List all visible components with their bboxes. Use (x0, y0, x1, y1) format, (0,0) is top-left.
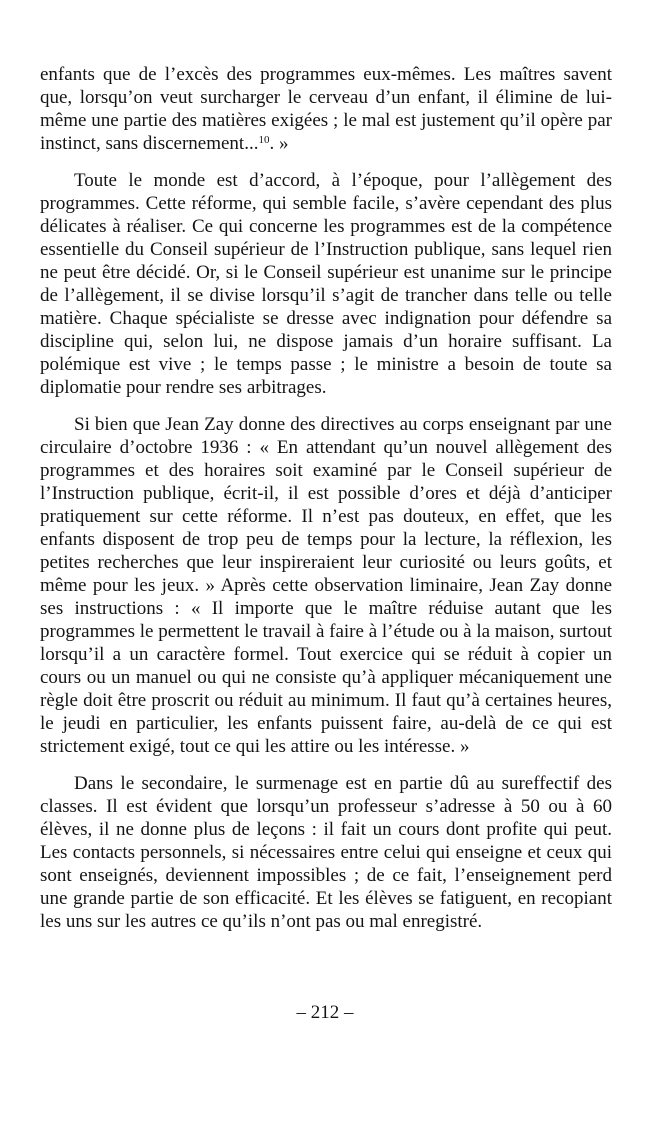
paragraph: Si bien que Jean Zay donne des directives au corps enseignant par une circulaire d’octobre 1936 : « En attendant qu’un nouvel allègement des programmes et des horaires soit examiné par le Conseil supérieur de l’Instruction publique, écrit-il, il est possible d’ores et déjà d’anticiper pratiquement sur cette réforme. Il n’est pas douteux, en effet, que les enfants disposent de trop peu de temps pour la lecture, la réflexion, les petites recherches que leur inspireraient leur curiosité ou leurs goûts, et même pour les jeux. » Après cette observation liminaire, Jean Zay donne ses instructions : « Il importe que le maître réduise autant que les programmes le permettent le travail à faire à l’étude ou à la maison, surtout lorsqu’il a un caractère formel. Tout exercice qui se réduit à copier un cours ou un manuel ou qui ne consiste qu’à appliquer mécaniquement une règle doit être proscrit ou réduit au minimum. Il faut qu’à certaines heures, le jeudi en particulier, les enfants puissent faire, au-delà de ce qui est strictement exigé, tout ce qui les attire ou les intéresse. » (40, 414, 612, 757)
footnote-reference: 10 (258, 134, 270, 146)
page-number: – 212 – (296, 1002, 354, 1023)
page-body (40, 63, 612, 947)
paragraph: Dans le secondaire, le surmenage est en partie dû au sureffectif des classes. Il est évident que lorsqu’un professeur s’adresse à 50 ou à 60 élèves, il ne donne plus de leçons : il fait un cours dont profite qui peut. Les contacts personnels, si nécessaires entre celui qui enseigne et ceux qui sont enseignés, deviennent impossibles ; de ce fait, l’enseignement perd une grande partie de son efficacité. Et les élèves se fatiguent, en recopiant les uns sur les autres ce qu’ils n’ont pas ou mal enregistré. (40, 773, 612, 932)
paragraph: Toute le monde est d’accord, à l’époque, pour l’allègement des programmes. Cette réforme, qui semble facile, s’avère cependant des plus délicates à réaliser. Ce qui concerne les programmes est de la compétence essentielle du Conseil supérieur de l’Instruction publique, sans lequel rien ne peut être décidé. Or, si le Conseil supérieur est unanime sur le principe de l’allègement, il se divise lorsqu’il s’agit de trancher dans telle ou telle matière. Chaque spécialiste se dresse avec indignation pour défendre sa discipline qui, selon lui, ne dispose jamais d’un horaire suffisant. La polémique est vive ; le temps passe ; le ministre a besoin de toute sa diplomatie pour rendre ses arbitrages. (40, 170, 612, 398)
paragraph-text: enfants que de l’excès des programmes eux-mêmes. Les maîtres savent que, lorsqu’on veut surcharger le cerveau d’un enfant, il élimine de lui-même une partie des matières exigées ; le mal est justement qu’il opère par instinct, sans discernement... (40, 64, 612, 154)
paragraph-continuation (40, 63, 612, 155)
closing-quote: . » (269, 133, 289, 154)
